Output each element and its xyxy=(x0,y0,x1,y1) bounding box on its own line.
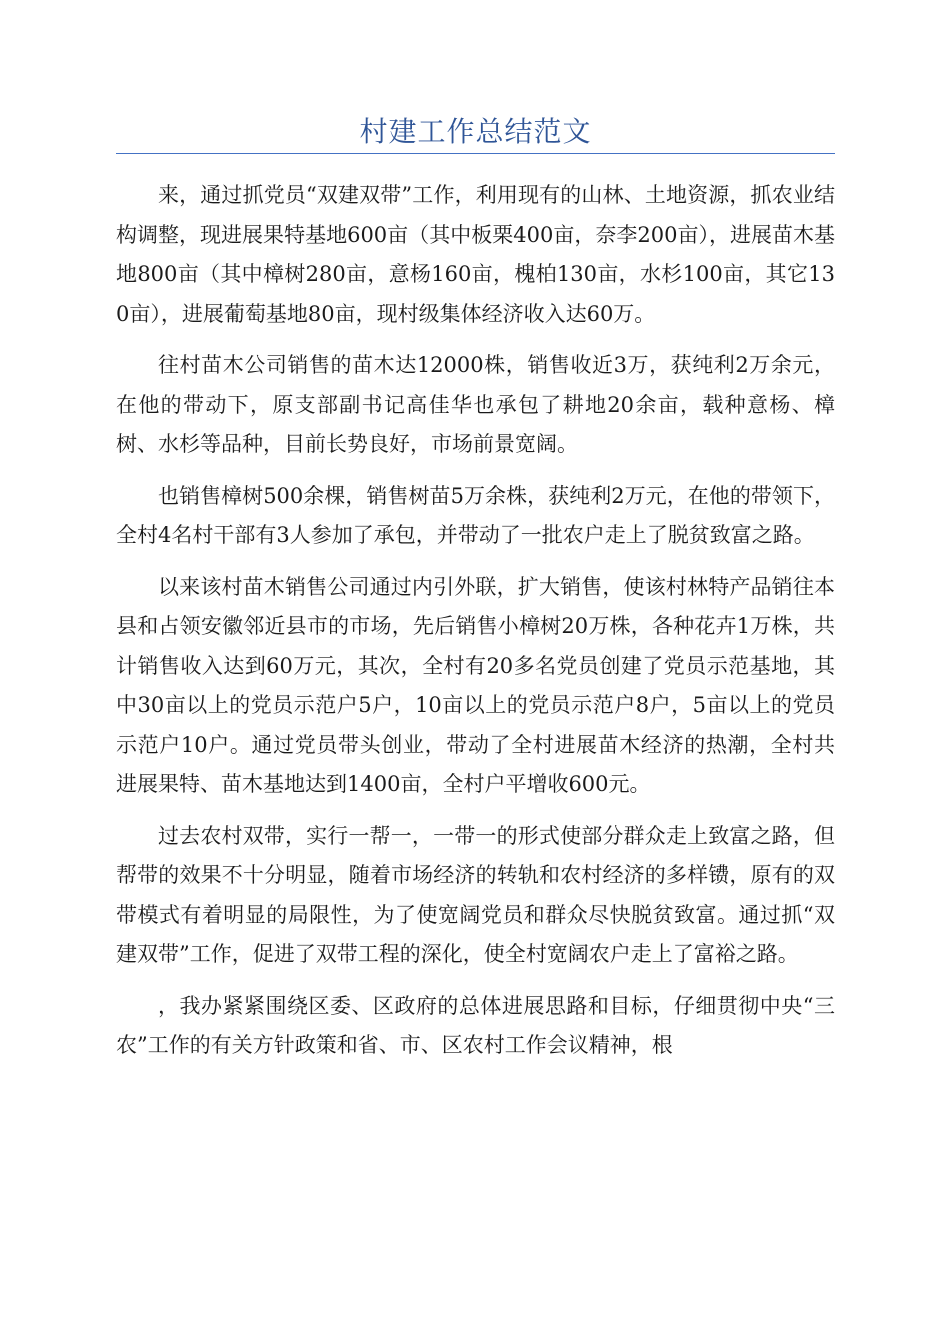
document-body xyxy=(116,176,835,1078)
paragraph: 也销售樟树500余棵，销售树苗5万余株，获纯利2万元，在他的带领下，全村4名村干部有3人参加了承包，并带动了一批农户走上了脱贫致富之路。 xyxy=(116,483,835,547)
paragraph: 来，通过抓党员“双建双带”工作，利用现有的山林、土地资源，抓农业结构调整，现进展果特基地600亩（其中板栗400亩，奈李200亩），进展苗木基地800亩（其中樟树280亩，意杨160亩，槐柏130亩，水杉100亩，其它130亩），进展葡萄基地80亩，现村级集体经济收入达60万。 xyxy=(116,183,835,326)
paragraph: ，我办紧紧围绕区委、区政府的总体进展思路和目标，仔细贯彻中央“三农”工作的有关方针政策和省、市、区农村工作会议精神，根 xyxy=(116,993,835,1057)
title-underline xyxy=(116,153,835,154)
paragraph: 往村苗木公司销售的苗木达12000株，销售收近3万，获纯利2万余元，在他的带动下，原支部副书记高佳华也承包了耕地20余亩，载种意杨、樟树、水杉等品种，目前长势良好，市场前景宽阔。 xyxy=(116,353,835,456)
paragraph: 以来该村苗木销售公司通过内引外联，扩大销售，使该村林特产品销往本县和占领安徽邻近县市的市场，先后销售小樟树20万株，各种花卉1万株，共计销售收入达到60万元，其次，全村有20多名党员创建了党员示范基地，其中30亩以上的党员示范户5户，10亩以上的党员示范户8户，5亩以上的党员示范户10户。通过党员带头创业，带动了全村进展苗木经济的热潮，全村共进展果特、苗木基地达到1400亩，全村户平增收600元。 xyxy=(116,574,835,796)
paragraph: 过去农村双带，实行一帮一，一带一的形式使部分群众走上致富之路，但帮带的效果不十分明显，随着市场经济的转轨和农村经济的多样镄，原有的双带模式有着明显的局限性，为了使宽阔党员和群众尽快脱贫致富。通过抓“双建双带”工作，促进了双带工程的深化，使全村宽阔农户走上了富裕之路。 xyxy=(116,823,835,966)
document-title: 村建工作总结范文 xyxy=(359,115,592,148)
